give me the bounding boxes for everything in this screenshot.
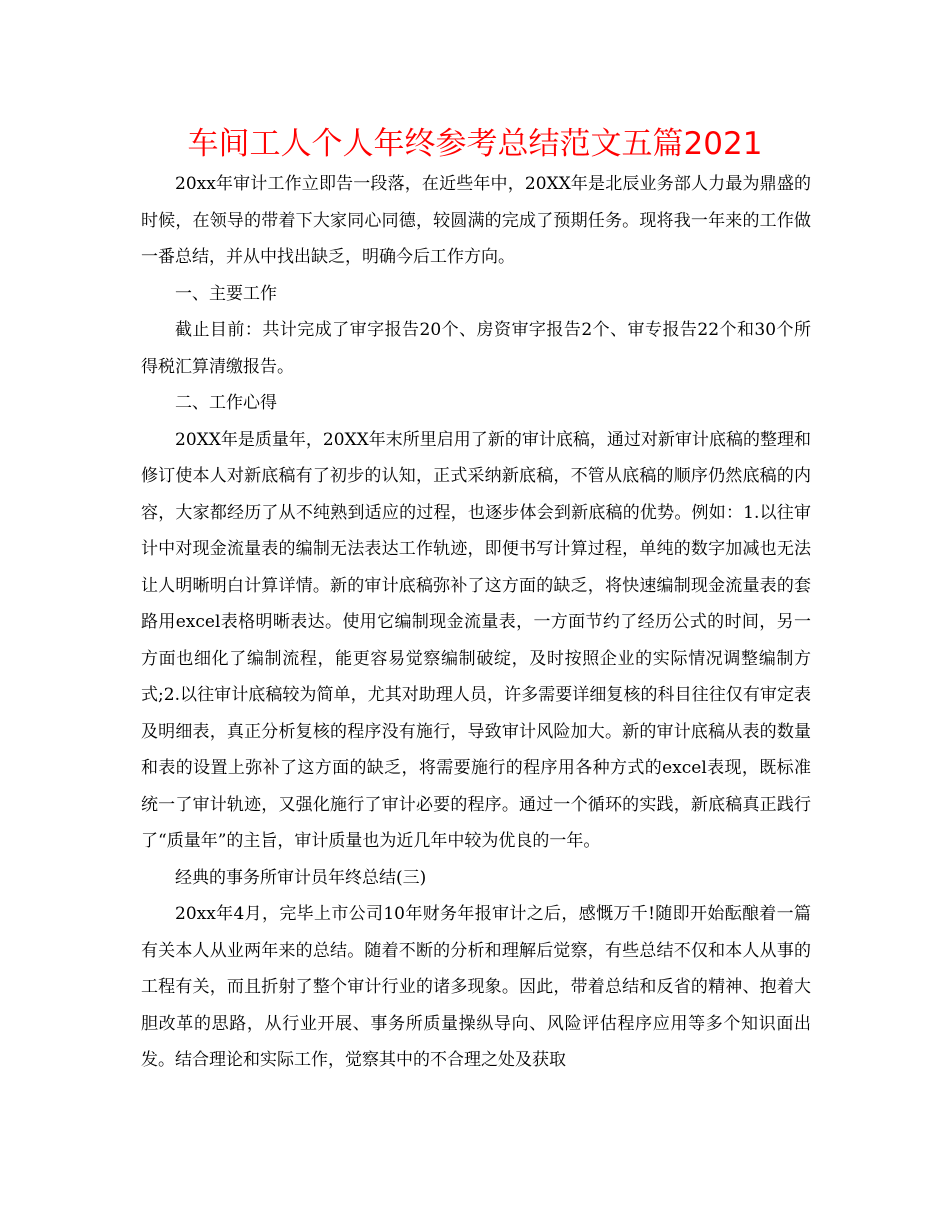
section-heading-main-work: 一、主要工作 (175, 283, 277, 304)
document-title: 车间工人个人年终参考总结范文五篇2021 (187, 126, 763, 162)
paragraph-intro: 20xx年审计工作立即告一段落，在近些年中，20XX年是北辰业务部人力最为鼎盛的时候，在领导的带着下大家同心同德，较圆满的完成了预期任务。现将我一年来的工作做一番总结，并从中找出缺乏，明确今后工作方向。 (141, 174, 811, 267)
section-heading-experience: 二、工作心得 (175, 393, 277, 413)
paragraph-experience: 20XX年是质量年，20XX年末所里启用了新的审计底稿，通过对新审计底稿的整理和修订使本人对新底稿有了初步的认知，正式采纳新底稿，不管从底稿的顺序仍然底稿的内容，大家都经历了从不纯熟到适应的过程，也逐步体会到新底稿的优势。例如：1.以往审计中对现金流量表的编制无法表达工作轨迹，即便书写计算过程，单纯的数字加减也无法让人明晰明白计算详情。新的审计底稿弥补了这方面的缺乏，将快速编制现金流量表的套路用excel表格明晰表达。使用它编制现金流量表，一方面节约了经历公式的时间，另一方面也细化了编制流程，能更容易觉察编制破绽，及时按照企业的实际情况调整编制方式;2.以往审计底稿较为简单，尤其对助理人员，许多需要详细复核的科目往往仅有审定表及明细表，真正分析复核的程序没有施行，导致审计风险加大。新的审计底稿从表的数量和表的设置上弥补了这方面的缺乏，将需要施行的程序用各种方式的excel表现，既标准统一了审计轨迹，又强化施行了审计必要的程序。通过一个循环的实践，新底稿真正践行了“质量年”的主旨，审计质量也为近几年中较为优良的一年。 (141, 429, 811, 851)
section-heading-classic-summary: 经典的事务所审计员年终总结(三) (175, 867, 427, 888)
paragraph-main-work: 截止目前：共计完成了审字报告20个、房资审字报告2个、审专报告22个和30个所得税汇算清缴报告。 (141, 320, 811, 377)
paragraph-classic-summary: 20xx年4月，完毕上市公司10年财务年报审计之后，感慨万千!随即开始酝酿着一篇有关本人从业两年来的总结。随着不断的分析和理解后觉察，有些总结不仅和本人从事的工程有关，而且折射了整个审计行业的诸多现象。因此，带着总结和反省的精神、抱着大胆改革的思路，从行业开展、事务所质量操纵导向、风险评估程序应用等多个知识面出发。结合理论和实际工作，觉察其中的不合理之处及获取 (141, 904, 811, 1070)
document-body (141, 166, 811, 1079)
